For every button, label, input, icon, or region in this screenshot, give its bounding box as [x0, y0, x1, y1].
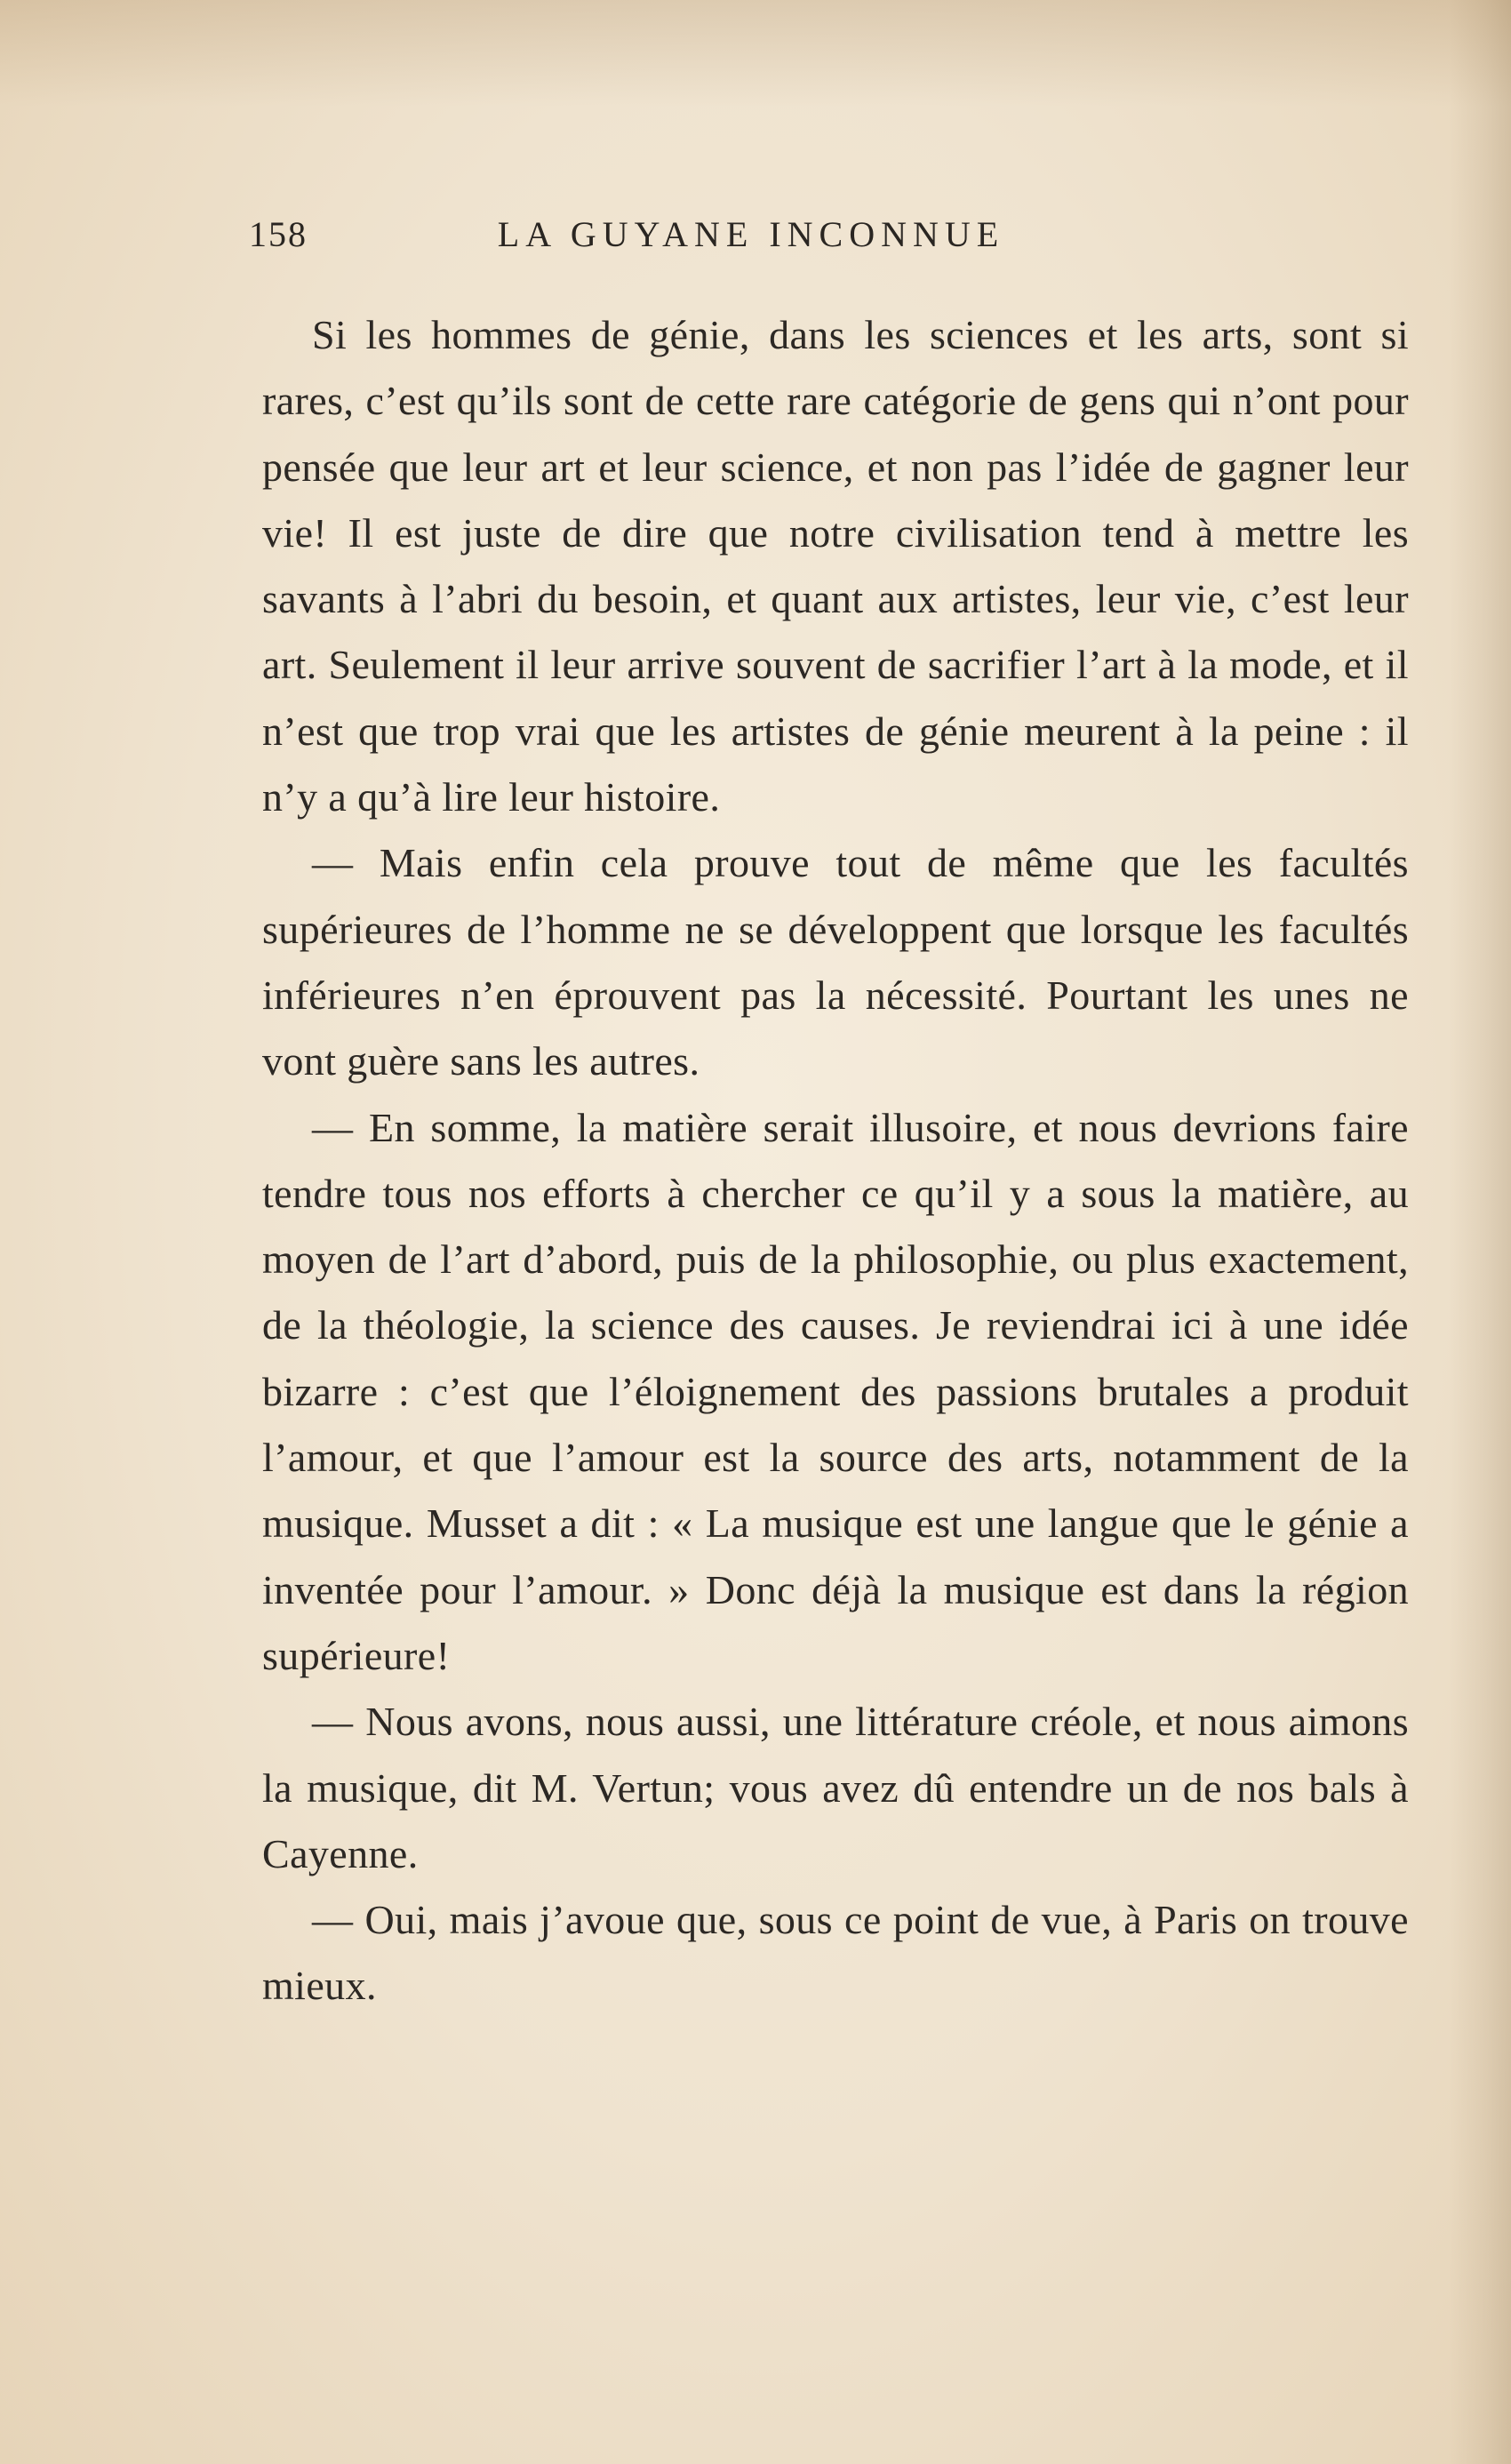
running-title: LA GUYANE INCONNUE	[497, 214, 1005, 254]
page-number: 158	[249, 214, 308, 254]
paragraph: — En somme, la matière serait illusoire, et nous devrions faire tendre tous nos efforts à chercher ce qu’il y a sous la matière, au moyen de l’art d’abord, puis de la philosophie, ou plus exactement, de la théologie, la science des causes. Je reviendrai ici à une idée bizarre : c’est que l’éloignement des passions brutales a produit l’amour, et que l’amour est la source des arts, notamment de la musique. Musset a dit : « La musique est une langue que le génie a inventée pour l’amour. » Donc déjà la musique est dans la région supérieure!	[262, 1104, 1409, 1678]
page-top-shading	[0, 0, 1511, 107]
paragraph: Si les hommes de génie, dans les sciences et les arts, sont si rares, c’est qu’ils sont de cette rare catégorie de gens qui n’ont pour pensée que leur art et leur science, et non pas l’idée de gagner leur vie! Il est juste de dire que notre civilisation tend à mettre les savants à l’abri du besoin, et quant aux artistes, leur vie, c’est leur art. Seulement il leur arrive souvent de sacrifier l’art à la mode, et il n’est que trop vrai que les artistes de génie meurent à la peine : il n’y a qu’à lire leur histoire.	[262, 312, 1409, 820]
body-text	[262, 302, 1409, 2020]
paragraph: — Nous avons, nous aussi, une littérature créole, et nous aimons la musique, dit M. Vertun; vous avez dû entendre un de nos bals à Cayenne.	[262, 1699, 1409, 1876]
page-header	[249, 213, 1253, 267]
paragraph: — Mais enfin cela prouve tout de même que les facultés supérieures de l’homme ne se développent que lorsque les facultés inférieures n’en éprouvent pas la nécessité. Pourtant les unes ne vont guère sans les autres.	[262, 840, 1409, 1084]
paragraph: — Oui, mais j’avoue que, sous ce point de vue, à Paris on trouve mieux.	[262, 1897, 1409, 2009]
page-edge-shading	[1449, 0, 1511, 2464]
